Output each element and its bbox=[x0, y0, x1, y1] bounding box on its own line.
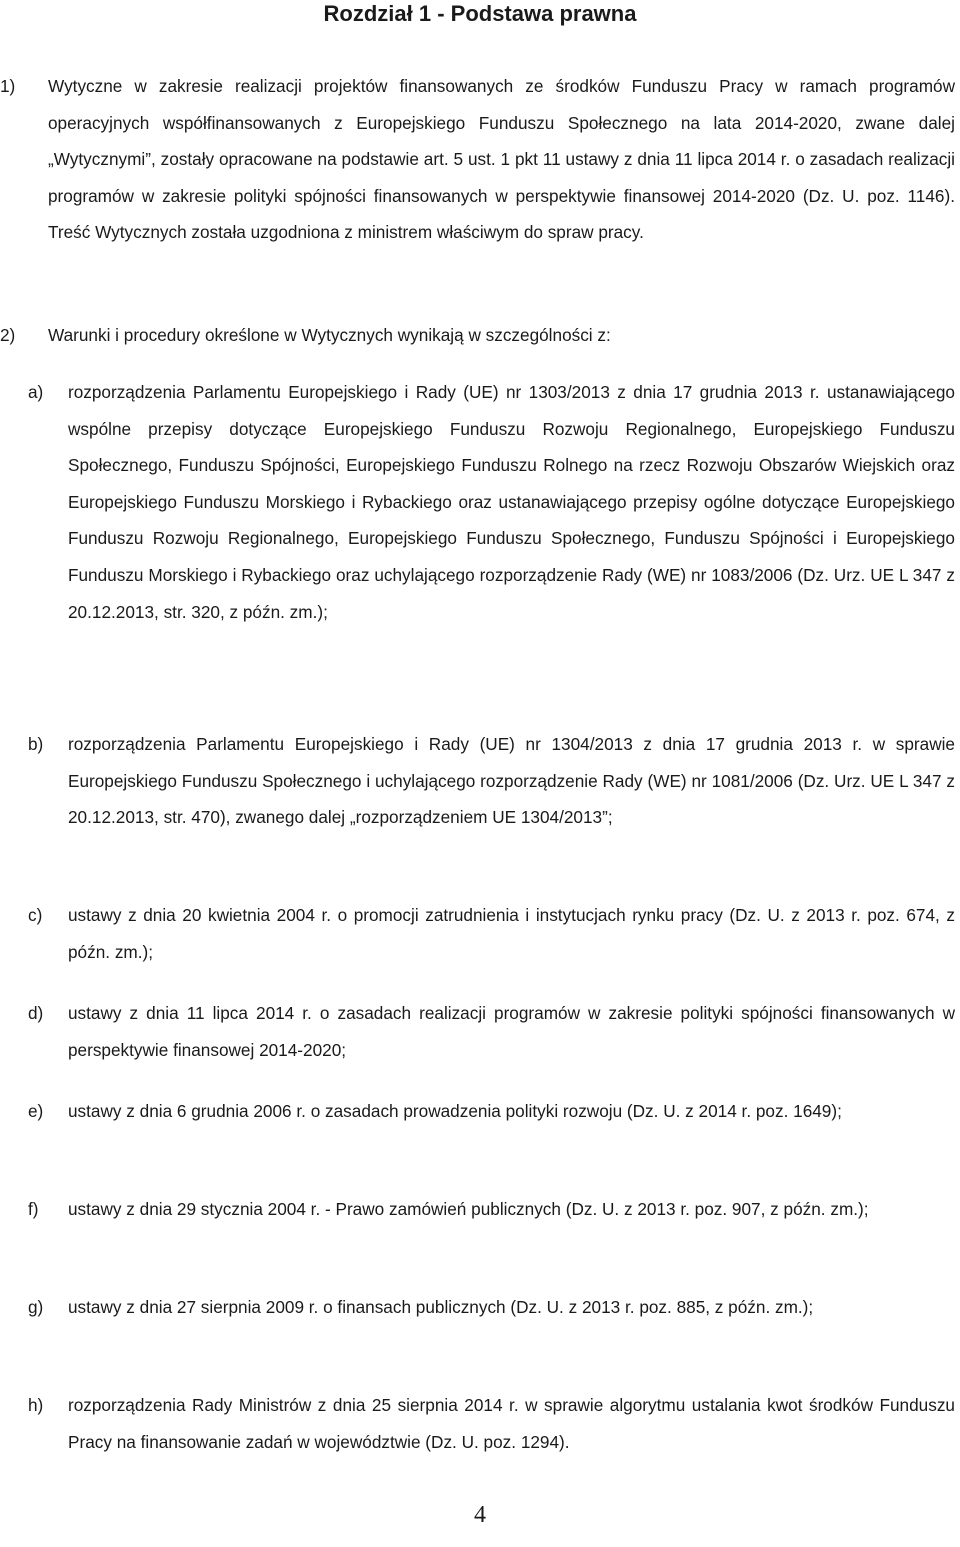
list-item-c bbox=[28, 897, 955, 970]
paragraph-2 bbox=[0, 317, 955, 354]
list-item-text: ustawy z dnia 29 stycznia 2004 r. - Prawo zamówień publicznych (Dz. U. z 2013 r. poz. 907, z późn. zm.); bbox=[68, 1199, 869, 1219]
list-item-label: f) bbox=[28, 1199, 39, 1219]
list-item-label: b) bbox=[28, 734, 44, 754]
list-item-text: ustawy z dnia 20 kwietnia 2004 r. o promocji zatrudnienia i instytucjach rynku pracy (Dz. U. z 2013 r. poz. 674, z późn. zm.); bbox=[68, 905, 955, 962]
list-item-h bbox=[28, 1387, 955, 1460]
paragraph-1 bbox=[0, 68, 955, 251]
paragraph-number: 2) bbox=[0, 325, 16, 345]
list-item-label: h) bbox=[28, 1395, 44, 1415]
list-item-text: rozporządzenia Rady Ministrów z dnia 25 sierpnia 2014 r. w sprawie algorytmu ustalania kwot środków Funduszu Pracy na finansowanie zadań w województwie (Dz. U. poz. 1294). bbox=[68, 1395, 955, 1452]
list-item-label: c) bbox=[28, 905, 43, 925]
list-item-text: ustawy z dnia 11 lipca 2014 r. o zasadach realizacji programów w zakresie polityki spójności finansowanych w perspektywie finansowej 2014-2020; bbox=[68, 1003, 955, 1060]
paragraph-text: Warunki i procedury określone w Wytycznych wynikają w szczególności z: bbox=[48, 325, 611, 345]
list-item-f bbox=[28, 1191, 955, 1228]
list-item-text: ustawy z dnia 27 sierpnia 2009 r. o finansach publicznych (Dz. U. z 2013 r. poz. 885, z późn. zm.); bbox=[68, 1297, 814, 1317]
paragraph-number: 1) bbox=[0, 76, 16, 96]
list-item-label: d) bbox=[28, 1003, 44, 1023]
list-item-label: e) bbox=[28, 1101, 44, 1121]
page-number: 4 bbox=[474, 1502, 486, 1528]
list-item-g bbox=[28, 1289, 955, 1326]
list-item-label: g) bbox=[28, 1297, 44, 1317]
list-item-a bbox=[28, 374, 955, 630]
list-item-e bbox=[28, 1093, 955, 1130]
paragraph-text: Wytyczne w zakresie realizacji projektów finansowanych ze środków Funduszu Pracy w ramach programów operacyjnych współfinansowanych z Europejskiego Funduszu Społecznego na lata 2014-2020, zwane dalej „Wytycznymi”, zostały opracowane na podstawie art. 5 ust. 1 pkt 11 ustawy z dnia 11 lipca 2014 r. o zasadach realizacji programów w zakresie polityki spójności finansowanych w perspektywie finansowej 2014-2020 (Dz. U. poz. 1146). Treść Wytycznych została uzgodniona z ministrem właściwym do spraw pracy. bbox=[48, 76, 955, 243]
list-item-b bbox=[28, 726, 955, 836]
list-item-d bbox=[28, 995, 955, 1068]
list-item-label: a) bbox=[28, 382, 44, 402]
list-item-text: ustawy z dnia 6 grudnia 2006 r. o zasadach prowadzenia polityki rozwoju (Dz. U. z 2014 r. poz. 1649); bbox=[68, 1101, 842, 1121]
chapter-heading: Rozdział 1 - Podstawa prawna bbox=[323, 1, 637, 26]
list-item-text: rozporządzenia Parlamentu Europejskiego i Rady (UE) nr 1304/2013 z dnia 17 grudnia 2013 r. w sprawie Europejskiego Funduszu Społecznego i uchylającego rozporządzenie Rady (WE) nr 1081/2006 (Dz. Urz. UE L 347 z 20.12.2013, str. 470), zwanego dalej „rozporządzeniem UE 1304/2013”; bbox=[68, 734, 955, 828]
list-item-text: rozporządzenia Parlamentu Europejskiego i Rady (UE) nr 1303/2013 z dnia 17 grudnia 2013 r. ustanawiającego wspólne przepisy dotyczące Europejskiego Funduszu Rozwoju Regionalnego, Europejskiego Funduszu Społecznego, Funduszu Spójności, Europejskiego Funduszu Rolnego na rzecz Rozwoju Obszarów Wiejskich oraz Europejskiego Funduszu Morskiego i Rybackiego oraz ustanawiającego przepisy ogólne dotyczące Europejskiego Funduszu Rozwoju Regionalnego, Europejskiego Funduszu Społecznego, Funduszu Spójności i Europejskiego Funduszu Morskiego i Rybackiego oraz uchylającego rozporządzenie Rady (WE) nr 1083/2006 (Dz. Urz. UE L 347 z 20.12.2013, str. 320, z późn. zm.); bbox=[68, 382, 955, 622]
